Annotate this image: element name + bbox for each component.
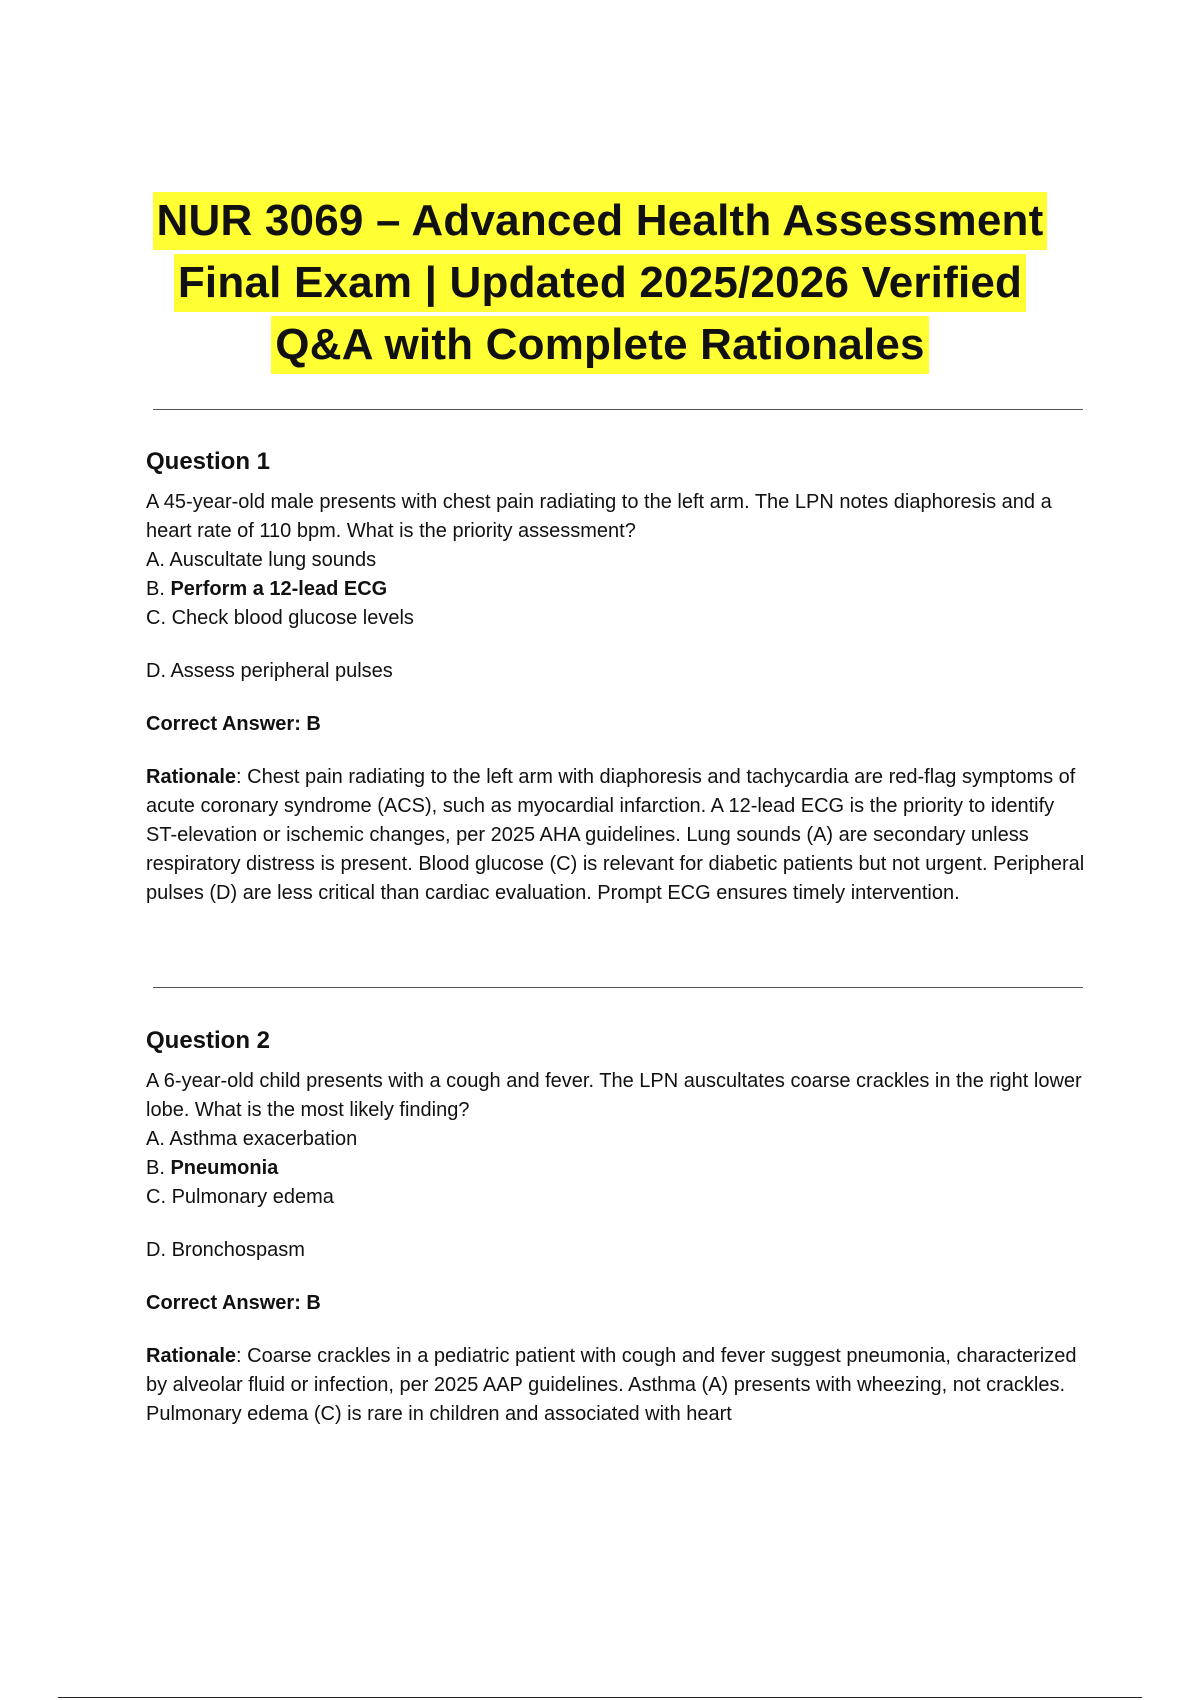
option-letter: C. xyxy=(146,1186,172,1208)
option-text: Pulmonary edema xyxy=(171,1186,334,1208)
option-letter: D. xyxy=(146,1239,172,1261)
option-letter: B. xyxy=(146,1157,171,1179)
option-text: Bronchospasm xyxy=(171,1239,305,1261)
option-text-correct: Perform a 12-lead ECG xyxy=(170,578,388,600)
option-text: Auscultate lung sounds xyxy=(169,549,377,571)
option-letter: B. xyxy=(146,578,171,600)
option-d xyxy=(146,657,1086,686)
title-line-2: Final Exam | Updated 2025/2026 Verified xyxy=(174,254,1026,312)
page-bottom-rule xyxy=(58,1697,1142,1698)
title-line-1: NUR 3069 – Advanced Health Assessment xyxy=(153,192,1048,250)
option-b xyxy=(146,1154,1086,1183)
correct-answer: Correct Answer: B xyxy=(146,1292,321,1314)
option-b xyxy=(146,575,1086,604)
option-letter: C. xyxy=(146,607,172,629)
option-c xyxy=(146,1183,1086,1212)
option-c xyxy=(146,604,1086,633)
option-a xyxy=(146,1125,1086,1154)
section-divider xyxy=(153,987,1083,988)
question-heading: Question 1 xyxy=(146,448,271,475)
question-2 xyxy=(146,1027,1086,1429)
question-1 xyxy=(146,448,1086,908)
option-letter: A. xyxy=(146,1128,170,1150)
rationale-label: Rationale xyxy=(146,766,237,788)
question-text: A 6-year-old child presents with a cough and fever. The LPN auscultates coarse crackles in the right lower lobe. What is the most likely finding? xyxy=(146,1070,1082,1121)
option-text: Check blood glucose levels xyxy=(171,607,414,629)
rationale xyxy=(146,763,1086,908)
question-heading: Question 2 xyxy=(146,1027,271,1054)
document-title xyxy=(100,192,1100,378)
option-text: Assess peripheral pulses xyxy=(170,660,393,682)
rationale xyxy=(146,1342,1086,1429)
rationale-text: : Coarse crackles in a pediatric patient with cough and fever suggest pneumonia, characterized by alveolar fluid or infection, per 2025 AAP guidelines. Asthma (A) presents with wheezing, not crackles. Pulmonary edema (C) is rare in children and associated with heart xyxy=(146,1345,1077,1425)
correct-answer: Correct Answer: B xyxy=(146,713,321,735)
option-letter: D. xyxy=(146,660,171,682)
option-letter: A. xyxy=(146,549,170,571)
rationale-label: Rationale xyxy=(146,1345,237,1367)
option-text: Asthma exacerbation xyxy=(169,1128,358,1150)
section-divider xyxy=(153,409,1083,410)
rationale-text: : Chest pain radiating to the left arm with diaphoresis and tachycardia are red-flag symptoms of acute coronary syndrome (ACS), such as myocardial infarction. A 12-lead ECG is the priority to identify ST-elevation or ischemic changes, per 2025 AHA guidelines. Lung sounds (A) are secondary unless respiratory distress is present. Blood glucose (C) is relevant for diabetic patients but not urgent. Peripheral pulses (D) are less critical than cardiac evaluation. Prompt ECG ensures timely intervention. xyxy=(146,766,1085,904)
option-text-correct: Pneumonia xyxy=(170,1157,279,1179)
option-a xyxy=(146,546,1086,575)
question-text: A 45-year-old male presents with chest pain radiating to the left arm. The LPN notes diaphoresis and a heart rate of 110 bpm. What is the priority assessment? xyxy=(146,491,1052,542)
option-d xyxy=(146,1236,1086,1265)
title-line-3: Q&A with Complete Rationales xyxy=(271,316,928,374)
